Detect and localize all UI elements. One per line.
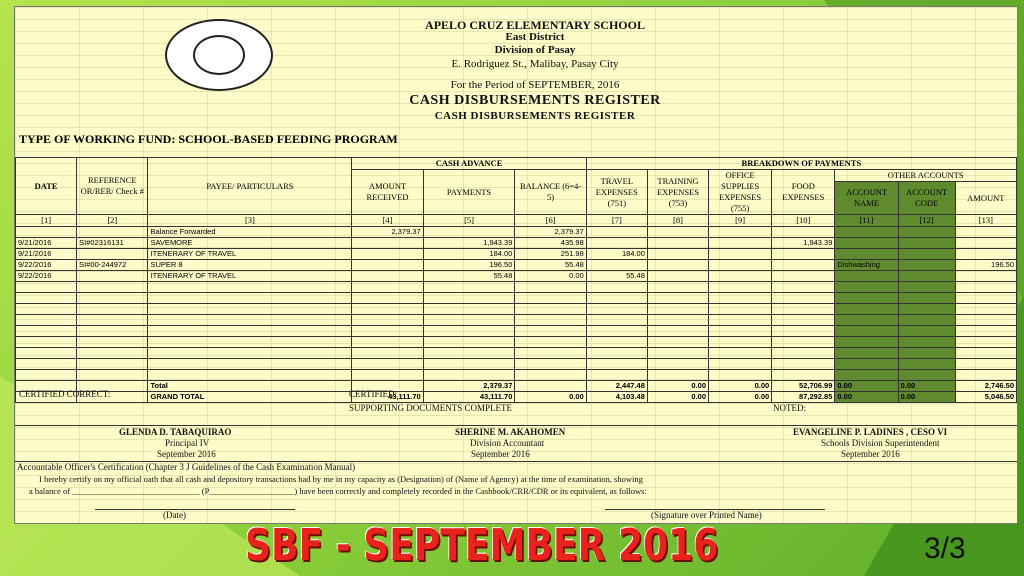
table-cell — [772, 282, 835, 293]
table-cell — [586, 238, 647, 249]
table-cell — [898, 359, 955, 370]
col-other-accounts: OTHER ACCOUNTS — [835, 170, 1017, 182]
table-cell — [148, 370, 352, 381]
col-account-code: ACCOUNT CODE — [898, 182, 955, 215]
signatory-3-date: September 2016 — [841, 449, 900, 459]
table-cell — [709, 271, 772, 282]
table-cell — [898, 271, 955, 282]
table-cell — [709, 249, 772, 260]
table-cell — [77, 271, 148, 282]
table-cell — [772, 315, 835, 326]
table-cell — [709, 315, 772, 326]
table-cell: 0.00 — [835, 381, 898, 392]
table-row — [16, 315, 1017, 326]
table-cell — [77, 282, 148, 293]
table-cell: 1,943.39 — [423, 238, 515, 249]
table-cell — [515, 304, 586, 315]
table-cell — [709, 293, 772, 304]
table-cell: GRAND TOTAL — [148, 392, 352, 403]
table-cell: 9/21/2016 — [16, 238, 77, 249]
table-cell — [16, 337, 77, 348]
column-number: [7] — [586, 215, 647, 227]
column-number: [12] — [898, 215, 955, 227]
column-number: [6] — [515, 215, 586, 227]
table-cell — [515, 359, 586, 370]
signatory-1-title: Principal IV — [165, 438, 210, 448]
seal-emblem-icon — [193, 35, 245, 75]
table-cell — [586, 304, 647, 315]
certification-heading: Accountable Officer's Certification (Chapter 3 J Guidelines of the Cash Examination Manual) — [17, 462, 356, 472]
table-cell — [709, 238, 772, 249]
table-cell — [77, 315, 148, 326]
table-cell — [647, 348, 708, 359]
table-cell — [423, 282, 515, 293]
table-cell — [772, 249, 835, 260]
date-label: (Date) — [163, 510, 186, 520]
table-cell — [352, 249, 423, 260]
table-cell — [955, 348, 1016, 359]
table-cell — [835, 227, 898, 238]
table-cell — [647, 359, 708, 370]
col-date: DATE — [16, 158, 77, 215]
table-cell — [647, 260, 708, 271]
signatory-3-title: Schools Division Superintendent — [821, 438, 940, 448]
col-payments: PAYMENTS — [423, 170, 515, 215]
table-cell: 55.48 — [515, 260, 586, 271]
table-cell — [835, 304, 898, 315]
date-line — [95, 509, 295, 510]
noted-label: NOTED: — [773, 403, 806, 413]
table-cell: 0.00 — [647, 381, 708, 392]
table-cell: 55.48 — [586, 271, 647, 282]
table-cell — [352, 238, 423, 249]
table-row — [16, 260, 1017, 271]
table-cell — [898, 315, 955, 326]
table-cell — [352, 304, 423, 315]
table-cell — [898, 370, 955, 381]
table-cell — [955, 249, 1016, 260]
table-cell — [709, 370, 772, 381]
table-cell: 435.98 — [515, 238, 586, 249]
table-cell — [709, 282, 772, 293]
table-cell — [647, 304, 708, 315]
column-number: [10] — [772, 215, 835, 227]
table-cell: 1,943.39 — [772, 238, 835, 249]
certification-line-2: a balance of ______________________________ (P____________________) have been correctly and completely recorded in the Cashbook/CRR/CDR or its equivalent, as follows: — [29, 486, 647, 496]
table-cell — [515, 326, 586, 337]
table-cell — [898, 304, 955, 315]
col-office: OFFICE SUPPLIES EXPENSES (755) — [709, 170, 772, 215]
table-cell: ITENERARY OF TRAVEL — [148, 249, 352, 260]
col-training: TRAINING EXPENSES (753) — [647, 170, 708, 215]
table-row — [16, 326, 1017, 337]
table-cell — [835, 326, 898, 337]
table-cell — [898, 227, 955, 238]
district: East District — [505, 31, 565, 43]
table-cell — [647, 337, 708, 348]
table-cell — [586, 337, 647, 348]
table-cell — [148, 282, 352, 293]
table-cell — [586, 293, 647, 304]
table-cell — [586, 315, 647, 326]
signatory-1-name: GLENDA D. TABAQUIRAO — [119, 427, 232, 437]
table-cell — [647, 315, 708, 326]
table-cell: 55.48 — [423, 271, 515, 282]
table-cell — [835, 359, 898, 370]
table-cell — [835, 249, 898, 260]
table-cell — [515, 337, 586, 348]
table-cell — [16, 359, 77, 370]
table-cell: ITENERARY OF TRAVEL — [148, 271, 352, 282]
register-table — [15, 157, 1017, 403]
table-cell — [955, 370, 1016, 381]
table-cell — [148, 315, 352, 326]
table-cell — [352, 337, 423, 348]
table-cell — [709, 326, 772, 337]
table-cell — [835, 271, 898, 282]
table-cell: SI#02316131 — [77, 238, 148, 249]
table-cell — [423, 359, 515, 370]
table-cell — [423, 227, 515, 238]
table-cell — [16, 315, 77, 326]
column-number: [5] — [423, 215, 515, 227]
table-cell — [148, 337, 352, 348]
school-seal-icon — [165, 19, 273, 91]
certified-label: CERTIFIED: — [349, 389, 397, 399]
table-cell — [586, 227, 647, 238]
table-cell — [835, 282, 898, 293]
table-cell — [772, 337, 835, 348]
table-cell — [148, 293, 352, 304]
table-cell — [148, 304, 352, 315]
table-cell: 2,379.37 — [423, 381, 515, 392]
table-cell: 9/21/2016 — [16, 249, 77, 260]
table-cell — [16, 293, 77, 304]
table-cell: 0.00 — [835, 392, 898, 403]
table-cell — [352, 315, 423, 326]
table-cell — [352, 326, 423, 337]
col-food: FOOD EXPENSES — [772, 170, 835, 215]
table-cell — [586, 348, 647, 359]
table-cell: 2,746.50 — [955, 381, 1016, 392]
table-cell — [352, 370, 423, 381]
table-cell — [955, 293, 1016, 304]
table-cell: 9/22/2016 — [16, 271, 77, 282]
table-cell: 196.50 — [955, 260, 1016, 271]
table-cell — [835, 348, 898, 359]
signatory-1-date: September 2016 — [157, 449, 216, 459]
table-cell — [515, 293, 586, 304]
table-cell: 43,111.70 — [423, 392, 515, 403]
table-cell — [16, 348, 77, 359]
table-cell — [77, 370, 148, 381]
table-cell: 0.00 — [515, 392, 586, 403]
table-cell — [515, 370, 586, 381]
table-row — [16, 304, 1017, 315]
table-cell — [586, 260, 647, 271]
column-number: [9] — [709, 215, 772, 227]
table-cell — [77, 304, 148, 315]
table-cell: 5,046.50 — [955, 392, 1016, 403]
table-cell — [16, 304, 77, 315]
column-number: [1] — [16, 215, 77, 227]
table-cell — [352, 271, 423, 282]
table-cell — [77, 348, 148, 359]
table-cell — [77, 326, 148, 337]
table-cell — [515, 381, 586, 392]
table-cell — [647, 282, 708, 293]
table-row — [16, 381, 1017, 392]
table-cell — [77, 293, 148, 304]
table-cell — [772, 227, 835, 238]
signature-label: (Signature over Printed Name) — [651, 510, 762, 520]
table-cell — [835, 293, 898, 304]
table-cell — [955, 359, 1016, 370]
table-cell — [423, 370, 515, 381]
table-cell: 87,292.85 — [772, 392, 835, 403]
page-title: CASH DISBURSEMENTS REGISTER — [409, 93, 661, 108]
column-number: [3] — [148, 215, 352, 227]
table-row — [16, 370, 1017, 381]
slide-banner: SBF - SEPTEMBER 2016 — [245, 520, 719, 571]
certification-line-1: I hereby certify on my official oath that all cash and depository transactions had by me in my capacity as (Designation) of (Name of Agency) at the time of examination, showing — [39, 474, 643, 484]
col-account-name: ACCOUNT NAME — [835, 182, 898, 215]
col-cash-advance: CASH ADVANCE — [352, 158, 586, 170]
table-cell: Total — [148, 381, 352, 392]
table-cell: 0.00 — [898, 381, 955, 392]
table-cell: 2,379.37 — [352, 227, 423, 238]
table-row — [16, 337, 1017, 348]
table-cell — [955, 326, 1016, 337]
column-number: [4] — [352, 215, 423, 227]
table-cell — [955, 227, 1016, 238]
table-cell — [515, 315, 586, 326]
table-cell — [955, 238, 1016, 249]
table-cell — [709, 348, 772, 359]
signatory-2-name: SHERINE M. AKAHOMEN — [455, 427, 566, 437]
table-cell — [16, 227, 77, 238]
divider — [15, 425, 1017, 426]
table-cell — [772, 260, 835, 271]
table-cell — [77, 359, 148, 370]
table-cell — [423, 337, 515, 348]
table-cell — [898, 337, 955, 348]
table-cell — [835, 370, 898, 381]
table-row — [16, 293, 1017, 304]
table-cell — [772, 304, 835, 315]
fund-type: TYPE OF WORKING FUND: SCHOOL-BASED FEEDING PROGRAM — [19, 132, 398, 146]
table-cell — [772, 271, 835, 282]
table-cell — [709, 227, 772, 238]
col-amount: AMOUNT — [955, 182, 1016, 215]
table-cell — [772, 370, 835, 381]
table-cell — [647, 238, 708, 249]
table-cell — [835, 337, 898, 348]
table-cell — [423, 326, 515, 337]
table-cell — [148, 348, 352, 359]
col-reference: REFERENCE OR/RER/ Check # — [77, 158, 148, 215]
table-cell — [352, 282, 423, 293]
table-cell: SUPER 8 — [148, 260, 352, 271]
col-breakdown: BREAKDOWN OF PAYMENTS — [586, 158, 1016, 170]
table-cell: 0.00 — [709, 392, 772, 403]
table-cell — [955, 271, 1016, 282]
table-cell: 52,706.99 — [772, 381, 835, 392]
table-cell — [955, 304, 1016, 315]
table-cell — [16, 370, 77, 381]
table-cell — [772, 293, 835, 304]
table-cell — [586, 326, 647, 337]
table-cell: Balance Forwarded — [148, 227, 352, 238]
table-cell — [709, 304, 772, 315]
table-cell — [772, 326, 835, 337]
column-number: [13] — [955, 215, 1016, 227]
table-cell — [515, 348, 586, 359]
table-cell — [647, 326, 708, 337]
table-row — [16, 249, 1017, 260]
col-balance: BALANCE (6=4-5) — [515, 170, 586, 215]
table-cell — [647, 249, 708, 260]
table-cell — [647, 227, 708, 238]
table-cell — [352, 348, 423, 359]
table-cell — [586, 359, 647, 370]
table-cell — [16, 326, 77, 337]
table-cell — [955, 337, 1016, 348]
table-cell — [647, 271, 708, 282]
table-cell — [586, 282, 647, 293]
table-cell: 9/22/2016 — [16, 260, 77, 271]
table-cell — [898, 282, 955, 293]
table-cell — [898, 293, 955, 304]
table-cell: 43,111.70 — [352, 392, 423, 403]
table-cell — [647, 293, 708, 304]
school-name: APELO CRUZ ELEMENTARY SCHOOL — [425, 18, 645, 32]
table-row — [16, 392, 1017, 403]
table-cell: 0.00 — [647, 392, 708, 403]
table-cell — [515, 282, 586, 293]
table-row — [16, 227, 1017, 238]
table-cell: SAVEMORE — [148, 238, 352, 249]
table-cell — [835, 238, 898, 249]
table-cell — [77, 337, 148, 348]
table-row — [16, 271, 1017, 282]
table-cell — [352, 260, 423, 271]
table-row — [16, 238, 1017, 249]
table-cell — [835, 315, 898, 326]
table-cell — [772, 348, 835, 359]
table-cell: 196.50 — [423, 260, 515, 271]
table-cell — [77, 249, 148, 260]
table-cell — [423, 304, 515, 315]
table-cell: 0.00 — [709, 381, 772, 392]
table-cell — [352, 359, 423, 370]
table-cell: 0.00 — [515, 271, 586, 282]
table-cell — [898, 249, 955, 260]
supporting-label: SUPPORTING DOCUMENTS COMPLETE — [349, 403, 512, 413]
table-cell — [148, 326, 352, 337]
table-cell — [352, 293, 423, 304]
column-number: [11] — [835, 215, 898, 227]
table-cell — [955, 282, 1016, 293]
table-cell — [423, 315, 515, 326]
column-number: [8] — [647, 215, 708, 227]
table-cell: 2,447.48 — [586, 381, 647, 392]
table-cell: 251.98 — [515, 249, 586, 260]
col-amount-received: AMOUNT RECEIVED — [352, 170, 423, 215]
table-row — [16, 359, 1017, 370]
table-cell: 0.00 — [898, 392, 955, 403]
table-cell: 4,103.48 — [586, 392, 647, 403]
col-payee: PAYEE/ PARTICULARS — [148, 158, 352, 215]
table-row — [16, 348, 1017, 359]
signatory-2-date: September 2016 — [471, 449, 530, 459]
table-cell — [77, 227, 148, 238]
col-travel: TRAVEL EXPENSES (751) — [586, 170, 647, 215]
table-cell — [709, 337, 772, 348]
page-indicator: 3/3 — [924, 532, 966, 565]
table-cell — [16, 282, 77, 293]
signatory-3-name: EVANGELINE P. LADINES , CESO VI — [793, 427, 948, 437]
table-cell — [423, 293, 515, 304]
table-cell — [898, 326, 955, 337]
table-cell — [709, 260, 772, 271]
table-cell — [647, 370, 708, 381]
table-cell: 2,379.37 — [515, 227, 586, 238]
table-cell — [955, 315, 1016, 326]
certified-correct-label: CERTIFIED CORRECT: — [19, 389, 111, 399]
table-row — [16, 282, 1017, 293]
address: E. Rodriguez St., Malibay, Pasay City — [451, 58, 619, 70]
table-cell: SI#00-244972 — [77, 260, 148, 271]
table-cell — [898, 260, 955, 271]
column-number: [2] — [77, 215, 148, 227]
table-cell: 184.00 — [586, 249, 647, 260]
table-cell — [898, 238, 955, 249]
table-cell — [148, 359, 352, 370]
table-cell — [586, 370, 647, 381]
table-cell — [709, 359, 772, 370]
page-subtitle: CASH DISBURSEMENTS REGISTER — [434, 110, 636, 122]
table-cell: Dishwashing — [835, 260, 898, 271]
table-cell — [898, 348, 955, 359]
period: For the Period of SEPTEMBER, 2016 — [450, 79, 620, 91]
table-cell: 184.00 — [423, 249, 515, 260]
register-sheet — [14, 6, 1018, 524]
table-cell — [772, 359, 835, 370]
division: Division of Pasay — [494, 44, 576, 56]
table-cell — [423, 348, 515, 359]
signatory-2-title: Division Accountant — [470, 438, 545, 448]
